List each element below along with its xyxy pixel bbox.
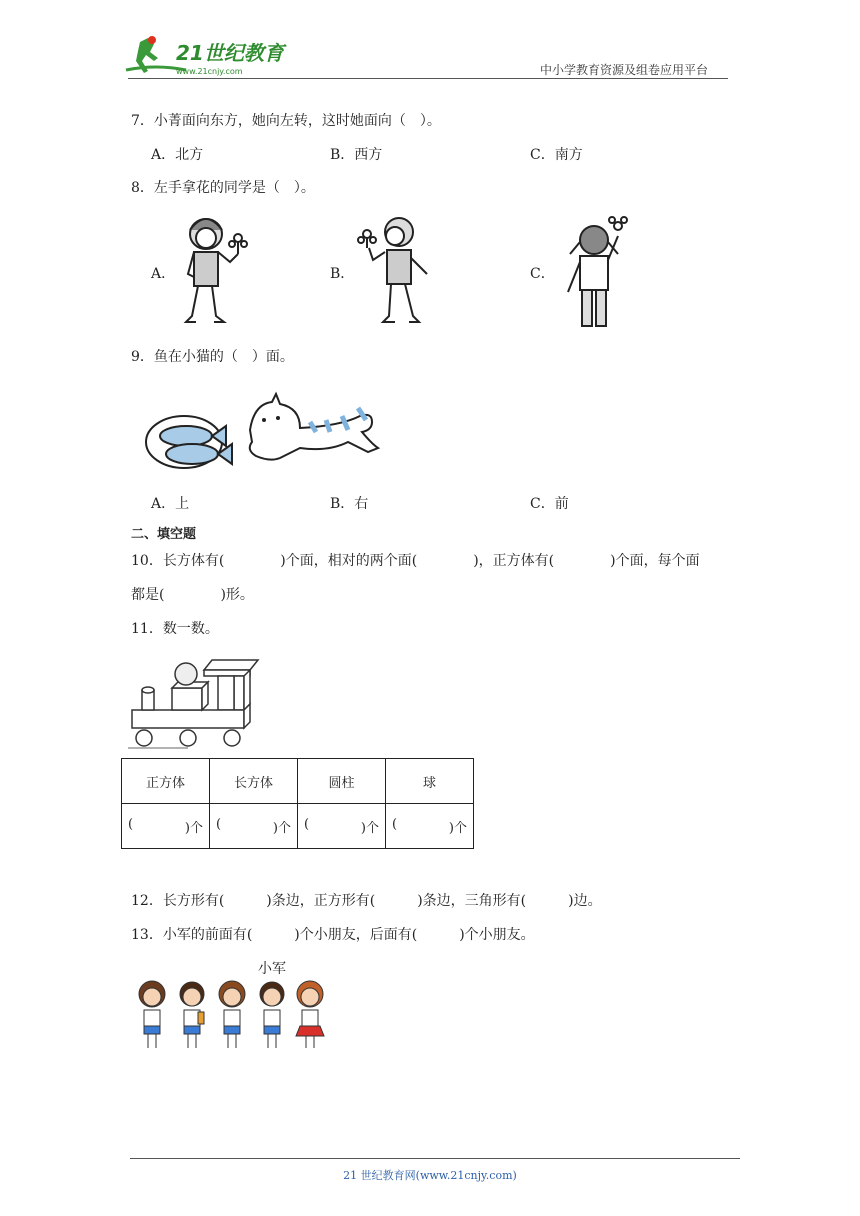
site-logo [122, 34, 292, 78]
answer-cube[interactable]: ( )个 [122, 804, 210, 849]
q7-option-b[interactable]: B．西方 [330, 147, 383, 163]
girl-c-image [560, 212, 635, 330]
children-line-image [130, 978, 340, 1054]
q9-option-a[interactable]: A．上 [151, 496, 190, 512]
q12-stem: 12．长方形有( )条边，正方形有( )条边，三角形有( )边。 [131, 893, 602, 909]
q10-line2: 都是( )形。 [131, 587, 254, 603]
girl-b-image [355, 212, 435, 328]
header-cube: 正方体 [122, 759, 210, 804]
q10-line1: 10．长方体有( )个面，相对的两个面( )，正方体有( )个面，每个面 [131, 553, 700, 569]
brand-slogan: 中小学教育资源及组卷应用平台 [540, 63, 709, 77]
footer-text[interactable]: 21 世纪教育网(www.21cnjy.com) [343, 1169, 517, 1182]
q8-option-c[interactable]: C． [530, 266, 555, 282]
q11-stem: 11．数一数。 [131, 621, 219, 637]
header-sphere: 球 [386, 759, 474, 804]
answer-cuboid[interactable]: ( )个 [210, 804, 298, 849]
q7-option-a[interactable]: A．北方 [151, 147, 204, 163]
q7-stem: 7．小菁面向东方，她向左转，这时她面向（ ）。 [131, 113, 441, 129]
footer-divider [130, 1158, 740, 1159]
fish-and-cat-image [140, 382, 390, 474]
section-title: 二、填空题 [131, 527, 197, 542]
q7-option-c[interactable]: C．南方 [530, 147, 583, 163]
q8-option-b[interactable]: B． [330, 266, 355, 282]
q13-stem: 13．小军的前面有( )个小朋友，后面有( )个小朋友。 [131, 927, 535, 943]
q8-stem: 8．左手拿花的同学是（ ）。 [131, 180, 315, 196]
answer-sphere[interactable]: ( )个 [386, 804, 474, 849]
header-cuboid: 长方体 [210, 759, 298, 804]
block-train-image [128, 656, 268, 752]
q9-option-b[interactable]: B．右 [330, 496, 369, 512]
answer-cylinder[interactable]: ( )个 [298, 804, 386, 849]
logo-text: 21世纪教育 [176, 41, 284, 65]
header-divider [128, 78, 728, 79]
girl-a-image [176, 212, 256, 328]
count-table [121, 758, 474, 849]
logo-url: www.21cnjy.com [176, 67, 243, 76]
q8-option-a[interactable]: A． [151, 266, 176, 282]
q9-stem: 9．鱼在小猫的（ ）面。 [131, 349, 294, 365]
xiaojun-label: 小军 [258, 961, 286, 977]
header-cylinder: 圆柱 [298, 759, 386, 804]
q9-option-c[interactable]: C．前 [530, 496, 569, 512]
